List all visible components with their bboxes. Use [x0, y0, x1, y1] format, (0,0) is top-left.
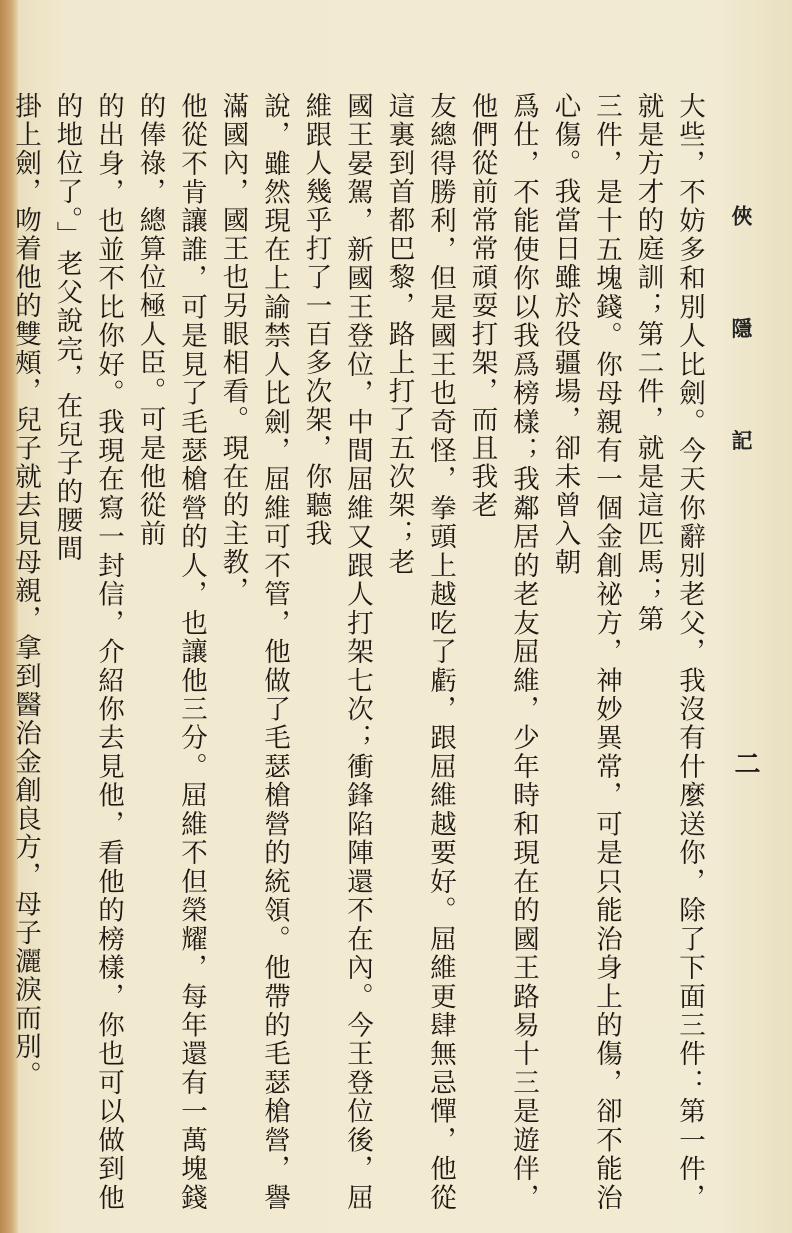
running-head-title: 俠 隱 記: [729, 205, 754, 493]
text-column: 大些，不妨多和別人比劍。今天你辭別老父，我沒有什麼送你，除了下面三件：第一件，就是方才的庭訓；第二件，就是這匹馬；第: [632, 92, 705, 1212]
text-column: 的出身，也並不比你好。我現在寫一封信，介紹你去見他，看他的榜樣，你也可以做到他的地位了。」老父說完，在兒子的腰間: [51, 92, 124, 1212]
text-column: 友總得勝利，但是國王也奇怪，拳頭上越吃了虧，跟屈維越要好。屈維更肆無忌憚，他從這裏到首都巴黎，路上打了五次架；老: [383, 92, 456, 1212]
text-column: [0, 92, 5, 1212]
vertical-body-text: [10, 92, 710, 1212]
text-column: 三件，是十五塊錢。你母親有一個金創祕方，神妙異常，可是只能治身上的傷，卻不能治心傷。我當日雖於役疆場，卻未曾入朝: [549, 92, 622, 1212]
text-column: 說，雖然現在上諭禁人比劍，屈維可不管，他做了毛瑟槍營的統領。他帶的毛瑟槍營，譽滿國內，國王也另眼相看。現在的主教，: [217, 92, 290, 1212]
text-column: 國王晏駕，新國王登位，中間屈維又跟人打架七次；衝鋒陷陣還不在內。今王登位後，屈維跟人幾乎打了一百多次架，你聽我: [300, 92, 373, 1212]
text-column: 掛上劍，吻着他的雙頰，兒子就去見母親，拿到醫治金創良方，母子灑淚而別。: [10, 92, 41, 1090]
text-column: 他從不肯讓誰，可是見了毛瑟槍營的人，也讓他三分。屈維不但榮耀，每年還有一萬塊錢的俸祿，總算位極人臣。可是他從前: [134, 92, 207, 1212]
text-column: 爲仕，不能使你以我爲榜樣；我鄰居的老友屈維，少年時和現在的國王路易十三是遊伴，他們從前常常頑耍打架，而且我老: [466, 92, 539, 1212]
page-number: 二: [730, 750, 760, 776]
